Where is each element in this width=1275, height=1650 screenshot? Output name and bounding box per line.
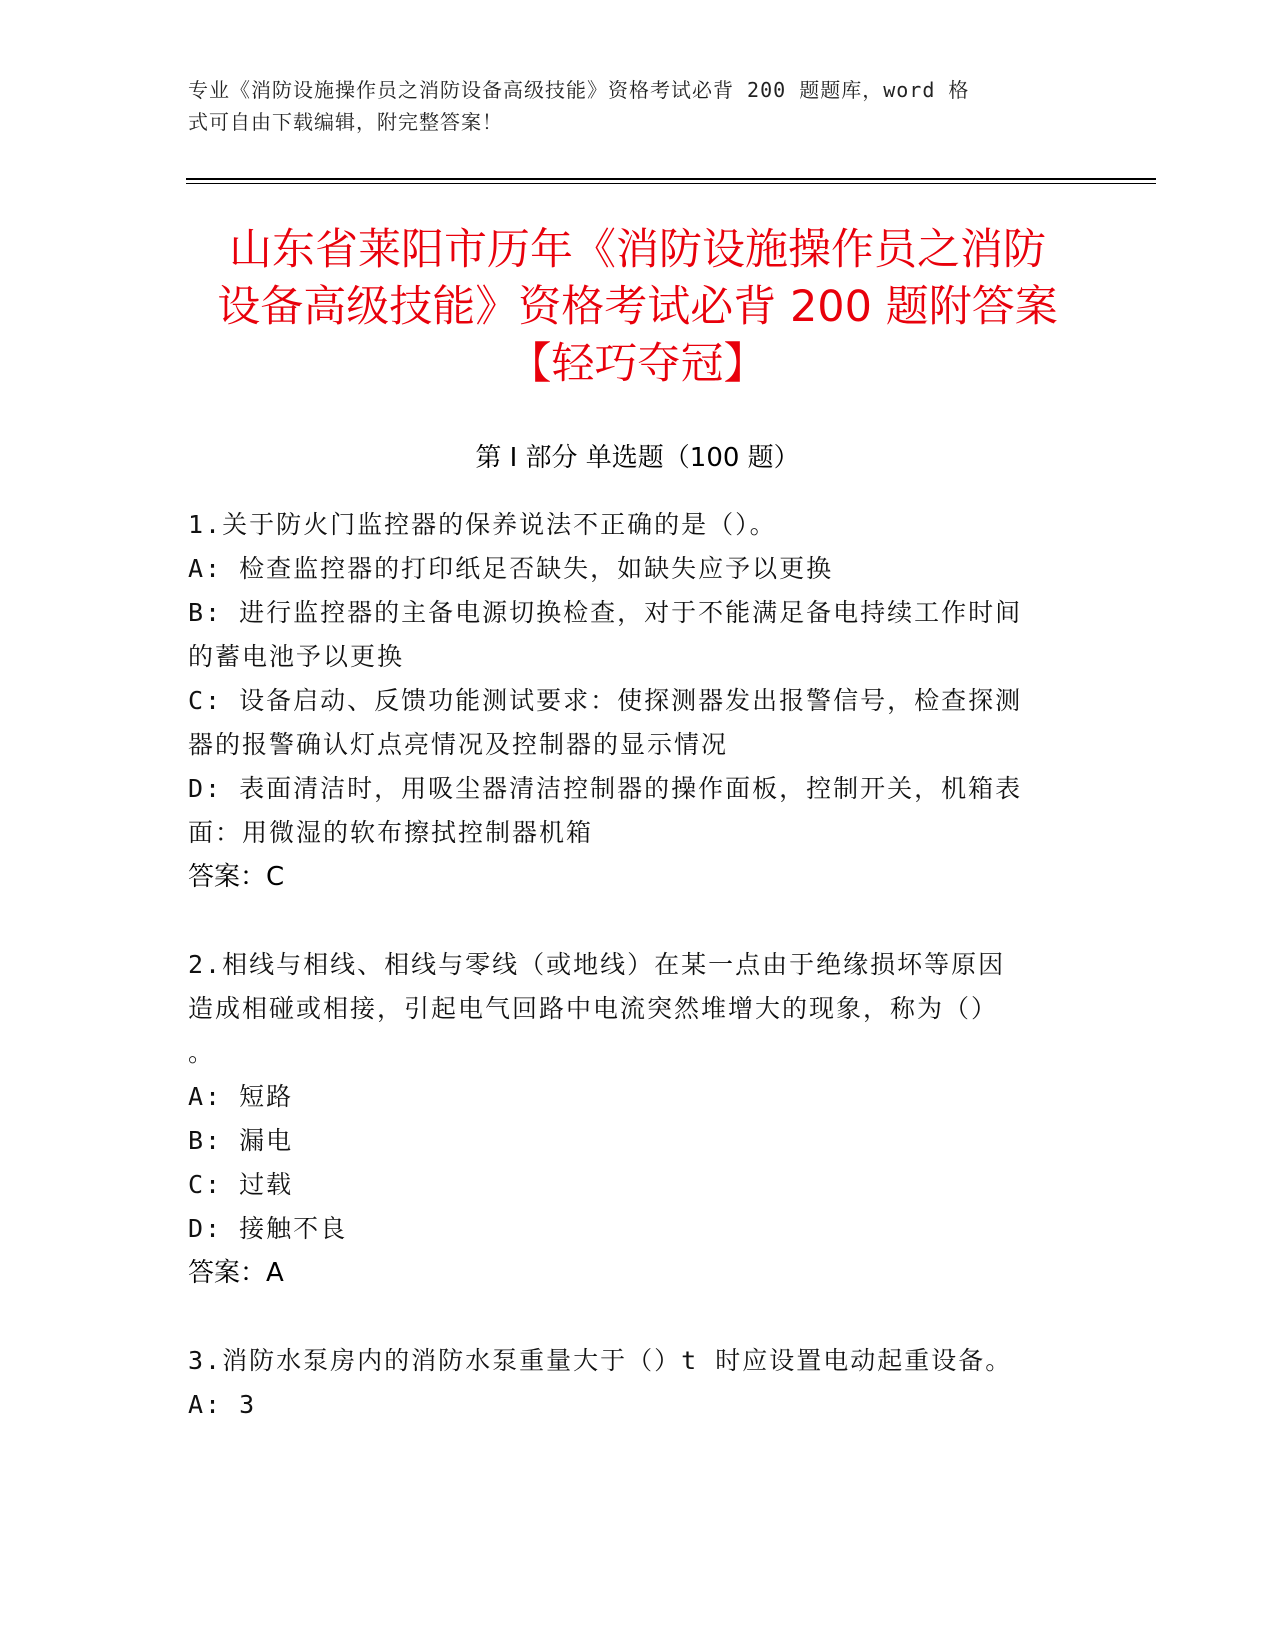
question-1-option-d: D: 表面清洁时，用吸尘器清洁控制器的操作面板，控制开关，机箱表 [188, 774, 1023, 803]
section-title: 第 I 部分 单选题（100 题） [475, 443, 800, 473]
document-title [150, 222, 1125, 393]
title-line-2: 设备高级技能》资格考试必背 200 题附答案 [217, 282, 1058, 332]
question-1-option-c: C: 设备启动、反馈功能测试要求：使探测器发出报警信号，检查探测 [188, 686, 1023, 715]
header-note [188, 74, 1068, 138]
question-3-option-a: A: 3 [188, 1390, 257, 1419]
question-2-option-c: C: 过载 [188, 1170, 294, 1199]
header-note-line-2: 式可自由下载编辑，附完整答案！ [188, 110, 503, 134]
question-2-option-d: D: 接触不良 [188, 1214, 348, 1243]
question-2-stem-end: 。 [188, 1038, 216, 1067]
header-divider-thick [186, 178, 1156, 180]
title-line-1: 山东省莱阳市历年《消防设施操作员之消防 [229, 225, 1046, 275]
question-2-stem-cont: 造成相碰或相接，引起电气回路中电流突然堆增大的现象，称为（） [188, 994, 999, 1023]
question-3-stem: 3.消防水泵房内的消防水泵重量大于（）t 时应设置电动起重设备。 [188, 1346, 1013, 1375]
question-1-answer: 答案：C [188, 862, 285, 892]
question-1-option-c-cont: 器的报警确认灯点亮情况及控制器的显示情况 [188, 730, 729, 759]
question-2-answer: 答案：A [188, 1258, 284, 1288]
question-2-option-b: B: 漏电 [188, 1126, 294, 1155]
title-line-3: 【轻巧夺冠】 [508, 339, 767, 389]
question-1-option-b-cont: 的蓄电池予以更换 [188, 642, 405, 671]
question-1-option-b: B: 进行监控器的主备电源切换检查，对于不能满足备电持续工作时间 [188, 598, 1023, 627]
question-1-option-a: A: 检查监控器的打印纸足否缺失，如缺失应予以更换 [188, 554, 834, 583]
question-1-option-d-cont: 面：用微湿的软布擦拭控制器机箱 [188, 818, 594, 847]
question-1-stem: 1.关于防火门监控器的保养说法不正确的是（）。 [188, 510, 777, 539]
question-2-stem: 2.相线与相线、相线与零线（或地线）在某一点由于绝缘损坏等原因 [188, 950, 1006, 979]
header-divider-thin [186, 183, 1156, 184]
header-note-line-1: 专业《消防设施操作员之消防设备高级技能》资格考试必背 200 题题库，word 格 [188, 78, 970, 102]
question-2-option-a: A: 短路 [188, 1082, 294, 1111]
